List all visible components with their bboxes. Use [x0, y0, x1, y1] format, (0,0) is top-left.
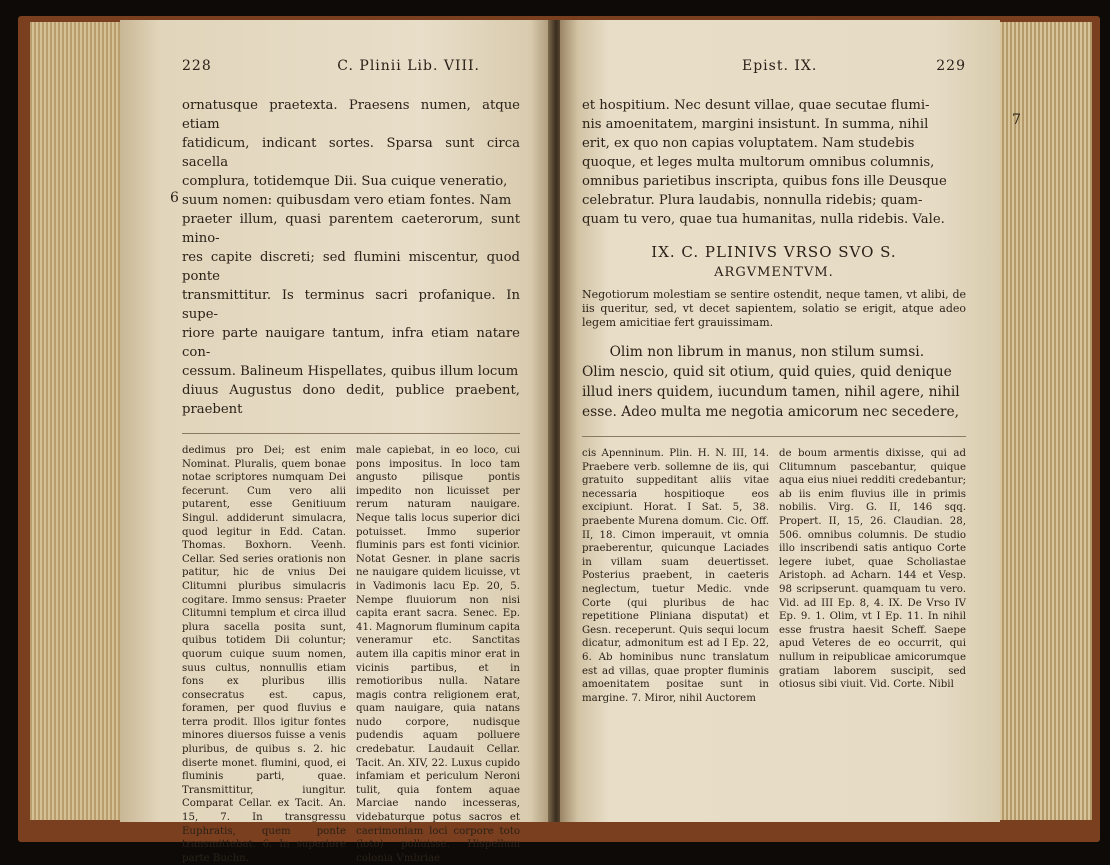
left-running-head	[182, 58, 520, 74]
footnote-divider	[182, 433, 520, 434]
footnote-divider	[582, 436, 966, 437]
text-line: omnibus parietibus inscripta, quibus fons ille Deusque	[582, 174, 947, 189]
text-line: cessum. Balineum Hispellates, quibus illum locum	[182, 364, 519, 379]
text-line: ornatusque praetexta. Praesens numen, atque etiam	[182, 98, 520, 132]
right-page-number: 229	[936, 58, 966, 74]
text-line: et hospitium. Nec desunt villae, quae secutae flumi-	[582, 98, 930, 113]
chapter-heading: IX. C. PLINIVS VRSO SVO S.	[651, 243, 897, 261]
right-running-head	[582, 58, 966, 74]
footnote-text: de boum armentis dixisse, qui ad Clitumnum pascebantur, quique aqua eius niuei redditi credebantur; ab iis enim fluvius ille in primis nobilis. Virg. G. II, 146 sqq. Propert. II, 15, 26. Claudian. 28, 506. omnibus columnis. De studio illo inscribendi satis antiquo Corte legere iubet, quae Scholiastae Aristoph. ad Acharn. 144 et Vesp. 98 scripserunt. quamquam tu vero. Vid. ad III Ep. 8, 4. IX. De Vrso IV Ep. 9. 1. Olim, vt I Ep. 11. In nihil esse frustra haesit Scheff. Saepe apud Veteres de eo occurrit, qui nullum in reipublicae amicorumque gratiam laborem suscipit, sed otiosus sibi viuit. Vid. Corte. Nibil	[779, 448, 966, 691]
text-line: quoque, et leges multa multorum omnibus columnis,	[582, 155, 935, 170]
left-body-text	[182, 96, 520, 419]
footnote-text: cis Apenninum. Plin. H. N. III, 14. Praebere verb. sollemne de iis, qui gratuito suppeditant aliis vitae necessaria hospitioque eos excipiunt. Horat. I Sat. 5, 38. praebente Murena domum. Cic. Off. II, 18. Cimon imperauit, vt omnia praeberentur, quicunque Laciades in villam suam deuertisset. Posterius praebent, in caeteris neglectum, tuetur Medic. vnde Corte (qui pluribus de hac repetitione Pliniana disputat) et Gesn. receperunt. Quis sequi locum dicatur, admonitum est ad I Ep. 22, 6. Ab hominibus nunc translatum est ad villas, quae propter fluminis amoenitatem positae sunt in margine. 7. Miror, nihil Auctorem	[582, 448, 769, 704]
footnote-text: male capiebat, in eo loco, cui pons impositus. In loco tam angusto pilisque pontis impedito non licuisset per rerum naturam nauigare. Neque talis locus superior dici potuisset. Immo superior fluminis pars est fonti vicinior. Notat Gesner. in plane sacris ne nauigare quidem licuisse, vt in Vadimonis lacu Ep. 20, 5. Nempe fluuiorum non nisi capita erant sacra. Senec. Ep. 41. Magnorum fluminum capita veneramur etc. Sanctitas autem illa capitis minor erat in vicinis partibus, et in remotioribus nulla. Natare magis contra religionem erat, quam nauigare, quia natans nudo corpore, nudisque pudendis aquam polluere credebatur. Laudauit Cellar. Tacit. An. XIV, 22. Luxus cupido infamiam et periculum Neroni tulit, quia fontem aquae Marciae nando incesseras, videbaturque potus sacros et caerimoniam loci corpore toto (loto) polluisse. Hispellum colonia Vmbriae	[356, 445, 520, 864]
text-line: Olim non librum in manus, non stilum sumsi.	[609, 344, 925, 360]
footnote-column-2	[779, 447, 966, 705]
text-line: praeter illum, quasi parentem caeterorum, sunt mino-	[182, 212, 520, 246]
right-body-text	[582, 96, 966, 229]
right-footnotes	[582, 447, 966, 705]
footnote-column-1	[182, 444, 346, 865]
text-line: suum nomen: quibusdam vero etiam fontes. Nam	[182, 193, 512, 208]
footnote-column-2	[356, 444, 520, 865]
text-line: esse. Adeo multa me negotia amicorum nec secedere,	[582, 404, 959, 420]
text-line: fatidicum, indicant sortes. Sparsa sunt circa sacella	[182, 136, 520, 170]
right-running-title: Epist. IX.	[742, 58, 818, 74]
left-footnotes	[182, 444, 520, 865]
argumentum-heading: ARGVMENTVM.	[714, 265, 834, 280]
footnote-column-1	[582, 447, 769, 705]
left-page	[120, 20, 552, 864]
text-line: celebratur. Plura laudabis, nonnulla ridebis; quam-	[582, 193, 923, 208]
text-line: quam tu vero, quae tua humanitas, nulla ridebis. Vale.	[582, 212, 945, 227]
text-line: riore parte nauigare tantum, infra etiam natare con-	[182, 326, 520, 360]
text-line: complura, totidemque Dii. Sua cuique veneratio,	[182, 174, 508, 189]
left-page-edges	[30, 22, 122, 820]
left-page-number: 228	[182, 58, 212, 74]
footnote-text: dedimus pro Dei; est enim Nominat. Pluralis, quem bonae notae scriptores numquam Dei fecerunt. Cum vero alii putarent, esse Genitiuum Singul. addiderunt simulacra, quod legitur in Edd. Catan. Thomas. Boxhorn. Veenh. Cellar. Sed series orationis non patitur, hic de vnius Dei Clitumni pluribus simulacris cogitare. Immo sensus: Praeter Clitumni templum et circa illud plura sacella posita sunt, quibus totidem Dii coluntur; quorum cuique suum nomen, suus cultus, nonnullis etiam fons ex pluribus illis consecratus est. capus, foramen, per quod fluvius e terra prodit. Illos igitur fontes minores diuersos fuisse a venis pluribus, de quibus s. 2. hic diserte monet. flumini, quod, ei fluminis parti, quae. Transmittitur, iungitur. Comparat Cellar. ex Tacit. An. 15, 7. In transgressu Euphratis, quem ponte transmittebat. 6. In superiore parte Buchn.	[182, 445, 346, 864]
right-body-text-2	[582, 342, 966, 422]
left-margin-number: 6	[170, 190, 179, 206]
right-page	[560, 20, 1000, 822]
text-line: diuus Augustus dono dedit, publice praebent, praebent	[182, 383, 520, 417]
text-line: Olim nescio, quid sit otium, quid quies, quid denique	[582, 364, 952, 380]
text-line: transmittitur. Is terminus sacri profanique. In supe-	[182, 288, 520, 322]
argumentum-text: Negotiorum molestiam se sentire ostendit, neque tamen, vt alibi, de iis queritur, sed, vt decet sapientem, solatio se erigit, atque adeo legem amicitiae fert grauissimam.	[582, 288, 966, 329]
text-line: illud iners quidem, iucundum tamen, nihil agere, nihil	[582, 384, 960, 400]
right-page-edges	[1000, 22, 1092, 820]
right-margin-number: 7	[1012, 112, 1021, 128]
left-running-title: C. Plinii Lib. VIII.	[337, 58, 480, 74]
text-line: res capite discreti; sed flumini miscentur, quod ponte	[182, 250, 520, 284]
text-line: erit, ex quo non capias voluptatem. Nam studebis	[582, 136, 915, 151]
text-line: nis amoenitatem, margini insistunt. In summa, nihil	[582, 117, 929, 132]
